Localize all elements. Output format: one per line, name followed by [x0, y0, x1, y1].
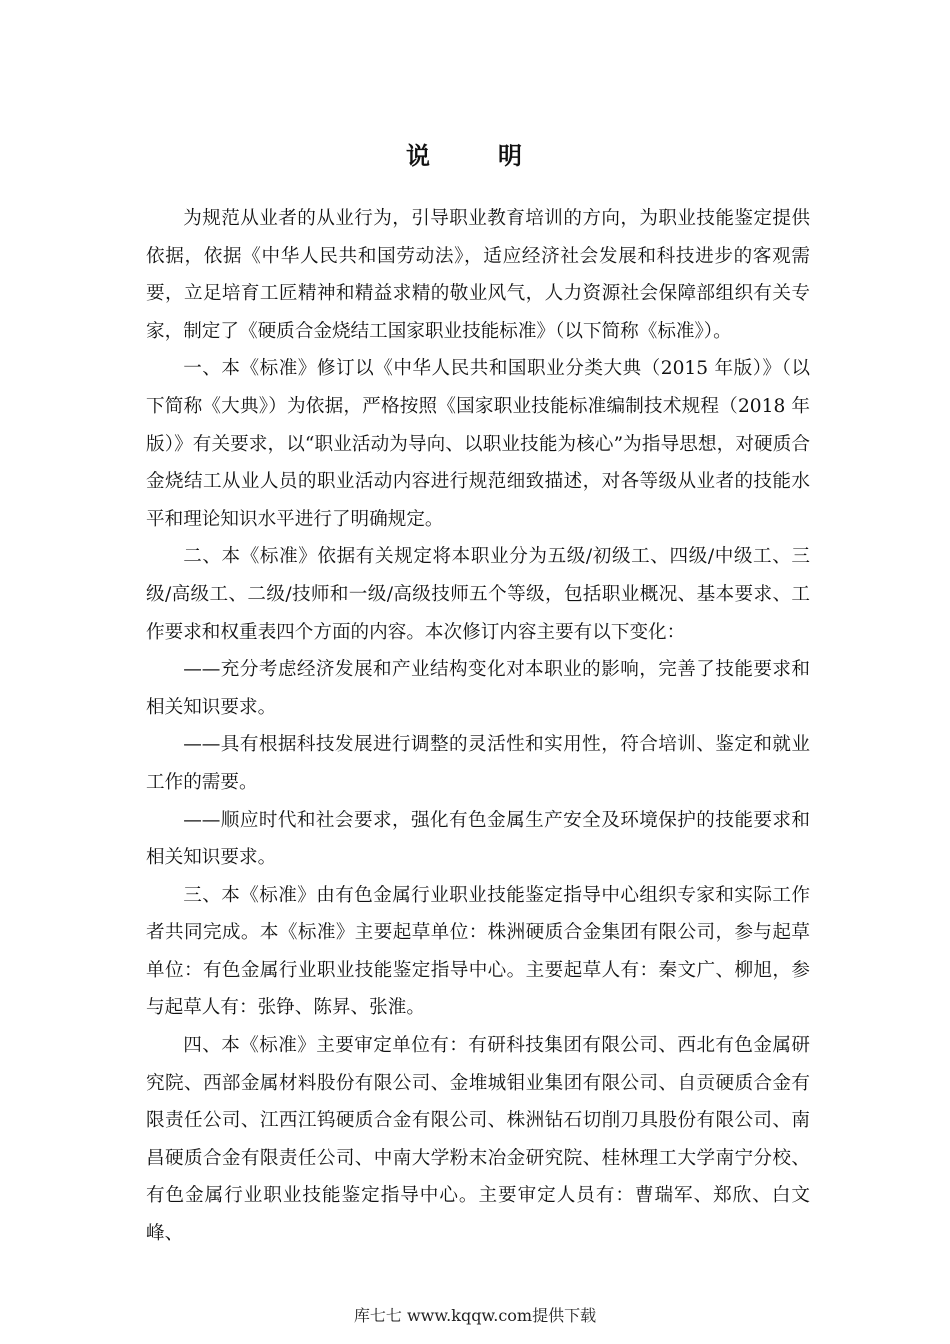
paragraph-section-1: 一、本《标准》修订以《中华人民共和国职业分类大典（2015 年版）》（以下简称《大典》）为依据，严格按照《国家职业技能标准编制技术规程（2018 年版）》有关要求，以“职业活动为导向、以职业技能为核心”为指导思想，对硬质合金烧结工从业人员的职业活动内容进行规范细致描述，对各等级从业者的技能水平和理论知识水平进行了明确规定。 [146, 358, 810, 530]
document-body [146, 200, 810, 1253]
paragraph-change-3: ——顺应时代和社会要求，强化有色金属生产安全及环境保护的技能要求和相关知识要求。 [146, 809, 810, 869]
paragraph-change-2: ——具有根据科技发展进行调整的灵活性和实用性，符合培训、鉴定和就业工作的需要。 [146, 734, 810, 793]
paragraph-section-2: 二、本《标准》依据有关规定将本职业分为五级/初级工、四级/中级工、三级/高级工、二级/技师和一级/高级技师五个等级，包括职业概况、基本要求、工作要求和权重表四个方面的内容。本次修订内容主要有以下变化： [146, 546, 810, 643]
page-title: 说 明 [406, 141, 544, 171]
paragraph-intro: 为规范从业者的从业行为，引导职业教育培训的方向，为职业技能鉴定提供依据，依据《中华人民共和国劳动法》，适应经济社会发展和科技进步的客观需要，立足培育工匠精神和精益求精的敬业风气，人力资源社会保障部组织有关专家，制定了《硬质合金烧结工国家职业技能标准》（以下简称《标准》）。 [146, 208, 810, 342]
paragraph-section-4: 四、本《标准》主要审定单位有：有研科技集团有限公司、西北有色金属研究院、西部金属材料股份有限公司、金堆城钼业集团有限公司、自贡硬质合金有限责任公司、江西江钨硬质合金有限公司、株洲钻石切削刀具股份有限公司、南昌硬质合金有限责任公司、中南大学粉末冶金研究院、桂林理工大学南宁分校、有色金属行业职业技能鉴定指导中心。主要审定人员有：曹瑞军、郑欣、白文峰、 [146, 1035, 810, 1245]
footer-watermark: 库七七 www.kqqw.com提供下载 [353, 1306, 597, 1325]
paragraph-change-1: ——充分考虑经济发展和产业结构变化对本职业的影响，完善了技能要求和相关知识要求。 [146, 659, 810, 718]
paragraph-section-3: 三、本《标准》由有色金属行业职业技能鉴定指导中心组织专家和实际工作者共同完成。本《标准》主要起草单位：株洲硬质合金集团有限公司，参与起草单位：有色金属行业职业技能鉴定指导中心。主要起草人有：秦文广、柳旭，参与起草人有：张铮、陈昇、张淮。 [146, 884, 810, 1019]
